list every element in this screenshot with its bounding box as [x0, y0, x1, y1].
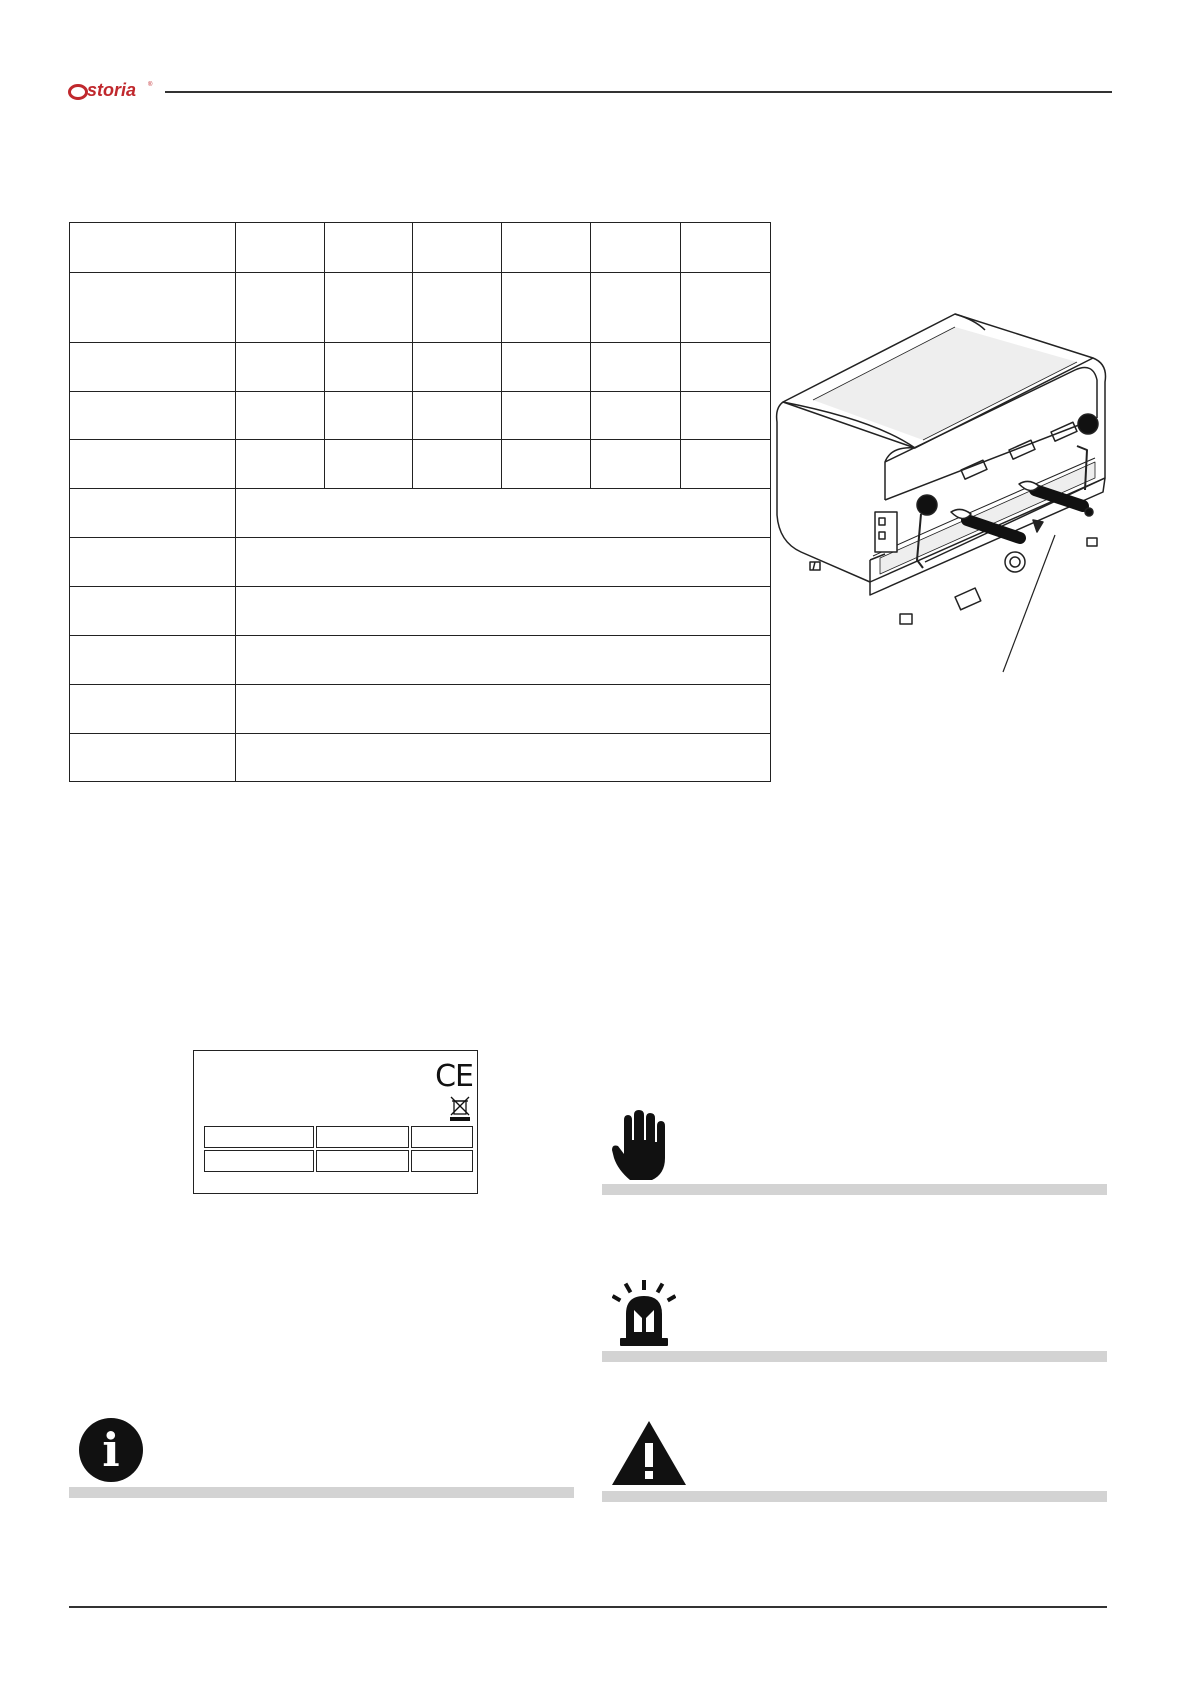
table-cell: [413, 273, 502, 343]
table-cell: [70, 587, 236, 636]
table-cell: [70, 392, 236, 440]
table-cell: [235, 223, 324, 273]
table-cell: [681, 343, 771, 392]
table-row: [70, 587, 771, 636]
table-cell: [681, 223, 771, 273]
table-cell: [70, 489, 236, 538]
table-cell: [681, 273, 771, 343]
table-cell: [591, 273, 681, 343]
info-icon: [79, 1418, 143, 1482]
table-cell: [681, 440, 771, 489]
table-cell: [70, 636, 236, 685]
table-cell: [502, 343, 591, 392]
table-cell: [681, 392, 771, 440]
table-cell: [591, 343, 681, 392]
table-row: [70, 392, 771, 440]
info-glyph: i: [102, 1423, 120, 1477]
table-cell: [235, 343, 324, 392]
notice-bar: [602, 1491, 1107, 1502]
brand-logo: [68, 80, 158, 104]
notice-bar: [69, 1487, 574, 1498]
table-row: [70, 343, 771, 392]
plate-field: [411, 1126, 473, 1148]
header-rule: [165, 91, 1112, 93]
table-cell: [70, 685, 236, 734]
notice-bar: [602, 1184, 1107, 1195]
alarm-beacon-icon: [612, 1280, 676, 1348]
plate-field: [316, 1126, 409, 1148]
table-cell: [324, 392, 413, 440]
table-cell: [502, 392, 591, 440]
table-cell-merged: [235, 489, 770, 538]
table-cell-merged: [235, 636, 770, 685]
table-cell: [324, 343, 413, 392]
warning-triangle-icon: [612, 1421, 686, 1485]
table-row: [70, 538, 771, 587]
table-cell-merged: [235, 685, 770, 734]
table-cell: [591, 223, 681, 273]
table-cell: [413, 440, 502, 489]
table-cell: [70, 343, 236, 392]
plate-field: [204, 1126, 314, 1148]
ce-mark: CE: [435, 1059, 473, 1094]
table-row: [70, 685, 771, 734]
table-cell: [324, 440, 413, 489]
table-cell: [502, 223, 591, 273]
table-cell: [70, 223, 236, 273]
table-row: [70, 440, 771, 489]
logo-registered-mark: ®: [148, 82, 153, 88]
espresso-machine-illustration: [775, 300, 1120, 685]
table-cell: [324, 223, 413, 273]
table-cell: [70, 538, 236, 587]
table-cell: [502, 273, 591, 343]
table-cell: [235, 392, 324, 440]
notice-bar: [602, 1351, 1107, 1362]
footer-rule: [69, 1606, 1107, 1608]
plate-field: [411, 1150, 473, 1172]
table-cell: [413, 343, 502, 392]
logo-text: storia: [87, 80, 137, 100]
table-cell: [70, 440, 236, 489]
table-cell: [70, 734, 236, 782]
table-row: [70, 489, 771, 538]
plate-field: [204, 1150, 314, 1172]
table-cell: [324, 273, 413, 343]
table-cell: [235, 273, 324, 343]
table-cell: [235, 440, 324, 489]
rating-plate: [193, 1050, 478, 1194]
stop-hand-icon: [610, 1110, 670, 1182]
table-row: [70, 734, 771, 782]
table-cell-merged: [235, 587, 770, 636]
spec-table: [69, 222, 771, 782]
table-cell: [70, 273, 236, 343]
crossed-bin-icon: [449, 1095, 471, 1121]
table-row: [70, 223, 771, 273]
table-cell: [591, 392, 681, 440]
table-cell-merged: [235, 734, 770, 782]
table-cell-merged: [235, 538, 770, 587]
plate-field: [316, 1150, 409, 1172]
table-row: [70, 273, 771, 343]
table-cell: [413, 392, 502, 440]
table-cell: [413, 223, 502, 273]
table-cell: [591, 440, 681, 489]
table-cell: [502, 440, 591, 489]
table-row: [70, 636, 771, 685]
